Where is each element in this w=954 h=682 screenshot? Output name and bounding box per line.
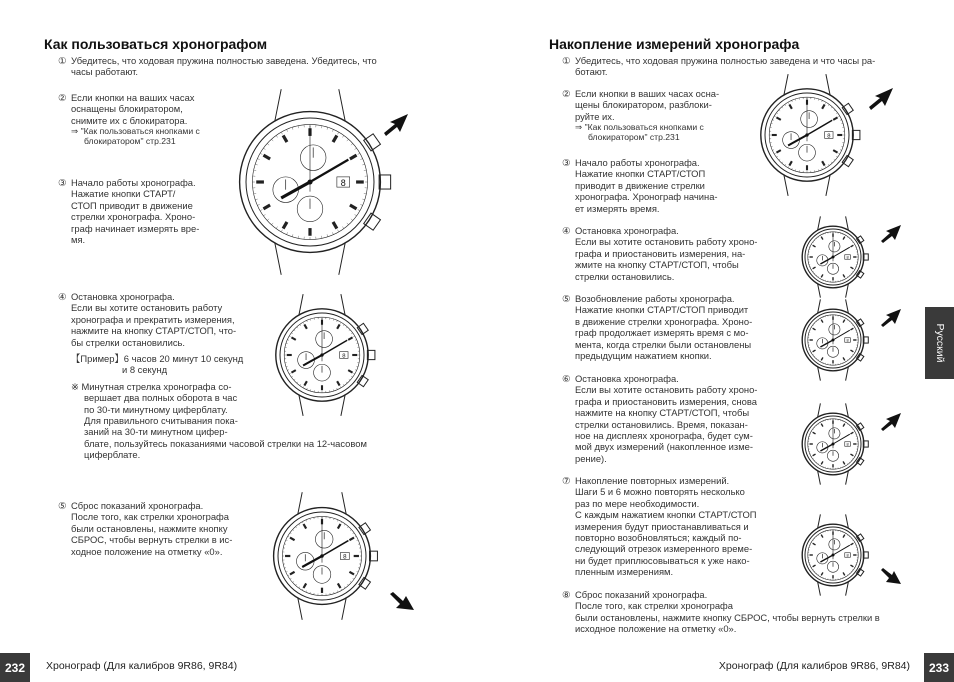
watch-illustration-stop <box>265 295 405 415</box>
arrow-icon <box>880 222 904 246</box>
watch-illustration-stop-1 <box>795 220 885 295</box>
left-page-number: 232 <box>0 653 30 682</box>
arrow-icon <box>880 306 904 330</box>
svg-text:8: 8 <box>846 441 849 447</box>
svg-text:8: 8 <box>340 177 346 188</box>
right-step-5: ⑤ Возобновление работы хронографа. Нажатие кнопки СТАРТ/СТОП приводит в движение стрелки хронографа. Хроно- граф продолжает измерять время с мо- мента, когда стрелки были остановлены предыдущим нажатием кнопки. <box>562 293 753 362</box>
left-note: ※ Минутная стрелка хронографа со- <box>71 380 232 392</box>
right-step-7: ⑦ Накопление повторных измерений. Шаги 5 и 6 можно повторять несколько раз по мере необходимости. С каждым нажатием кнопки СТАРТ/СТОП измерения будут приостанавливаться и повторно возобновляться; каждый по- следующий отрезок измеренного време- ни будет приплюсовываться к уже нако- пленным измерениям. <box>562 475 757 578</box>
right-page-title: Накопление измерений хронографа <box>549 36 800 52</box>
right-footer-text: Хронограф (Для калибров 9R86, 9R84) <box>718 660 910 672</box>
watch-illustration-start <box>750 75 880 210</box>
right-step-3: ③ Начало работы хронографа. Нажатие кнопки СТАРТ/СТОП приводит в движение стрелки хронографа. Хронограф начина- ет измерять время. <box>562 157 718 214</box>
left-footer-text: Хронограф (Для калибров 9R86, 9R84) <box>46 660 238 672</box>
arrow-icon <box>867 84 897 114</box>
left-step-2: ② Если кнопки на ваших часах оснащены блокиратором, снимите их с блокиратора. ⇒ "Как пользоваться кнопками с блокиратором" стр.231 <box>58 92 248 146</box>
left-step-4: ④ Остановка хронографа. Если вы хотите остановить работу хронографа и прекратить измерения, нажмите на кнопку СТАРТ/СТОП, что- бы стрелки остановились. 【Пример】6 часов 20 минут 10 секунд и 8 секунд ※ Минутная стрелка хронографа со- вершает два полных оборота в час по 30-ти минутному циферблату. Для правильного считывания пока- заний на 30-ти минутном цифер- блате, пользуйтесь показаниями часовой стрелки на 12-часовом циферблате. <box>58 291 418 461</box>
watch-illustration-reset-2 <box>795 518 885 593</box>
right-page-number: 233 <box>924 653 954 682</box>
left-example: 【Пример】6 часов 20 минут 10 секунд <box>71 353 244 365</box>
left-step-5: ⑤ Сброс показаний хронографа. После того, как стрелки хронографа были остановлены, нажмите кнопку СБРОС, чтобы вернуть стрелки в ис- ходное положение на отметку «0». <box>58 500 233 557</box>
right-step-4: ④ Остановка хронографа. Если вы хотите остановить работу хроно- графа и приостановить измерения, на- жмите на кнопку СТАРТ/СТОП, чтобы стрелки остановились. <box>562 225 758 282</box>
watch-illustration-stop-2 <box>795 407 885 482</box>
svg-text:8: 8 <box>846 254 849 260</box>
language-tab: Русский <box>925 307 954 379</box>
svg-text:8: 8 <box>846 337 849 343</box>
right-step-1: ① Убедитесь, что ходовая пружина полностью заведена и что часы ра- ботают. <box>562 55 876 78</box>
left-page-title: Как пользоваться хронографом <box>44 36 268 52</box>
right-step-2-ref: ⇒ "Как пользоваться кнопками с <box>575 122 704 133</box>
arrow-icon <box>382 110 412 140</box>
right-step-6: ⑥ Остановка хронографа. Если вы хотите остановить работу хроно- графа и приостановить измерения, снова нажмите на кнопку СТАРТ/СТОП, чтобы стрелки остановились. Время, показан- ное на дисплеях хронографа, будет сум- мой двух измерений (накопленное изме- рение). <box>562 373 758 464</box>
arrow-icon <box>880 410 904 434</box>
watch-illustration-large <box>225 90 405 280</box>
svg-text:8: 8 <box>343 553 347 561</box>
svg-text:8: 8 <box>827 133 831 140</box>
left-step-1: ① Убедитесь, что ходовая пружина полностью заведена. Убедитесь, что часы работают. <box>58 55 377 78</box>
watch-illustration-resume <box>795 303 885 378</box>
right-step-2: ② Если кнопки в ваших часах осна- щены блокиратором, разблоки- руйте их. ⇒ "Как пользоваться кнопками с блокиратором" стр.231 <box>562 88 742 142</box>
left-step-2-ref: ⇒ "Как пользоваться кнопками с <box>71 126 200 137</box>
arrow-icon <box>388 590 418 615</box>
svg-text:8: 8 <box>342 353 346 360</box>
right-step-8: ⑧ Сброс показаний хронографа. После того, как стрелки хронографа были остановлены, нажмите кнопку СБРОС, чтобы вернуть стрелки в исходное положение на отметку «0». <box>562 589 880 635</box>
arrow-icon <box>880 566 904 588</box>
left-step-3: ③ Начало работы хронографа. Нажатие кнопки СТАРТ/ СТОП приводит в движение стрелки хронографа. Хроно- граф начинает измерять вре- мя. <box>58 177 200 246</box>
svg-text:8: 8 <box>846 552 849 558</box>
